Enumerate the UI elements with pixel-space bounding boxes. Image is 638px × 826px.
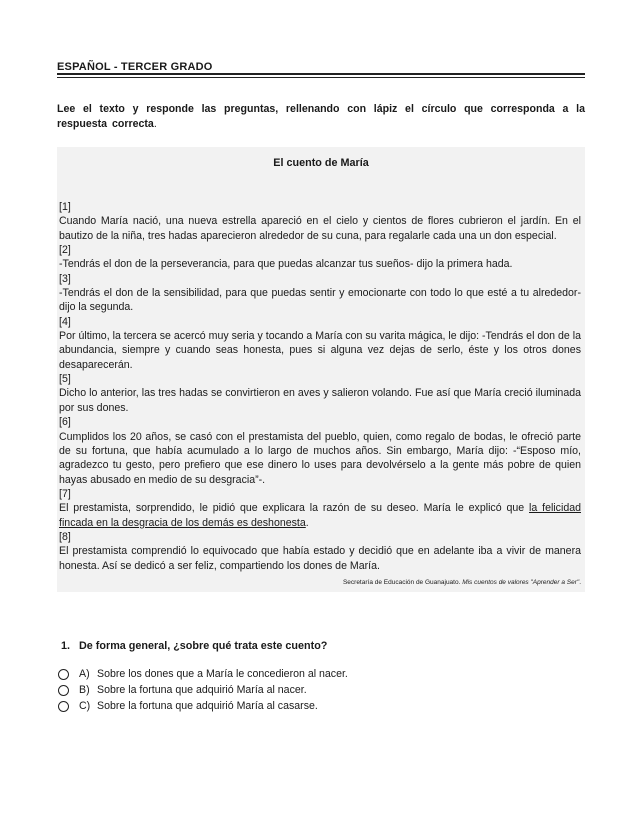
- paragraph-1: [59, 200, 581, 243]
- paragraph-number: [8]: [59, 530, 71, 543]
- paragraph-number: [5]: [59, 373, 71, 386]
- paragraph-2: [59, 243, 581, 272]
- paragraph-6: [59, 415, 581, 487]
- option-letter: A): [79, 668, 90, 680]
- option-text: Sobre la fortuna que adquirió María al casarse.: [97, 700, 318, 712]
- answer-options: [58, 666, 578, 714]
- paragraph-4: [59, 315, 581, 372]
- instructions: [57, 102, 585, 132]
- answer-bubble-icon[interactable]: [58, 701, 69, 712]
- option-letter: C): [79, 700, 91, 712]
- paragraph-number: [3]: [59, 272, 71, 285]
- paragraph-number: [7]: [59, 487, 71, 500]
- underlined-phrase: la felicidad fincada en la desgracia de los demás es deshonesta: [59, 502, 581, 529]
- story-title: El cuento de María: [273, 157, 369, 169]
- paragraph-text: Cuando María nació, una nueva estrella apareció en el cielo y cientos de flores cubrieron el jardín. En el bautizo de la niña, tres hadas aparecieron alrededor de su cuna, para regalarle cada una un don especial.: [59, 215, 581, 242]
- story-box: [57, 147, 585, 592]
- option-text: Sobre los dones que a María le concedieron al nacer.: [97, 668, 348, 680]
- source-publisher: Secretaría de Educación de Guanajuato.: [342, 579, 463, 586]
- paragraph-text: Cumplidos los 20 años, se casó con el prestamista del pueblo, quien, como regalo de bodas, le ofreció parte de su fortuna, que había acumulado a lo largo de muchos años. Sin embargo, María dijo: -“Esposo mío, agradezco tu gesto, pero prefiero que ese dinero lo uses para devolvérselo a la gente más pobre de quien hayas abusado en medio de su desgracia”-.: [59, 430, 581, 486]
- paragraph-number: [2]: [59, 244, 71, 257]
- option-letter: B): [79, 684, 90, 696]
- paragraph-text: -Tendrás el don de la sensibilidad, para que puedas sentir y emocionarte con todo lo que esté a tu alrededor- dijo la segunda.: [59, 287, 581, 314]
- paragraph-text: Por último, la tercera se acercó muy seria y tocando a María con su varita mágica, le dijo: -Tendrás el don de la abundancia, siempre y cuando seas honesta, pues si alguna vez dejas de serlo, éste y los otros dones desaparecerán.: [59, 330, 581, 371]
- instructions-period: .: [153, 118, 157, 130]
- paragraph-8: [59, 530, 581, 573]
- paragraph-text: -Tendrás el don de la perseverancia, para que puedas alcanzar tus sueños- dijo la primera hada.: [59, 258, 513, 271]
- answer-bubble-icon[interactable]: [58, 669, 69, 680]
- page-header-title: ESPAÑOL - TERCER GRADO: [57, 61, 213, 73]
- paragraph-text-end: .: [305, 516, 309, 529]
- question-1: 1. De forma general, ¿sobre qué trata este cuento?: [61, 640, 328, 652]
- instructions-text: Lee el texto y responde las preguntas, rellenando con lápiz el círculo que corresponda a la respuesta correcta: [57, 103, 585, 130]
- paragraph-7: [59, 487, 581, 530]
- option-c[interactable]: [58, 698, 578, 714]
- header-rule-thin: [57, 77, 585, 78]
- option-a[interactable]: [58, 666, 578, 682]
- paragraph-number: [6]: [59, 416, 71, 429]
- paragraph-number: [1]: [59, 201, 71, 213]
- paragraph-text: El prestamista comprendió lo equivocado que había estado y decidió que en adelante iba a vivir de manera honesta. Así se dedicó a ser feliz, compartiendo los dones de María.: [59, 545, 581, 572]
- story-body: [59, 200, 581, 573]
- paragraph-3: [59, 272, 581, 315]
- paragraph-number: [4]: [59, 315, 71, 328]
- paragraph-5: [59, 372, 581, 415]
- header-rule-thick: [57, 73, 585, 75]
- option-b[interactable]: [58, 682, 578, 698]
- source-collection: Mis cuentos de valores "Aprender a Ser": [462, 579, 580, 586]
- paragraph-text: Dicho lo anterior, las tres hadas se convirtieron en aves y salieron volando. Fue así que María creció iluminada por sus dones.: [59, 387, 581, 414]
- source-citation: [343, 579, 581, 586]
- paragraph-text: El prestamista, sorprendido, le pidió que explicara la razón de su deseo. María le explicó que: [59, 502, 530, 515]
- source-period: .: [579, 579, 581, 586]
- option-text: Sobre la fortuna que adquirió María al nacer.: [97, 684, 307, 696]
- answer-bubble-icon[interactable]: [58, 685, 69, 696]
